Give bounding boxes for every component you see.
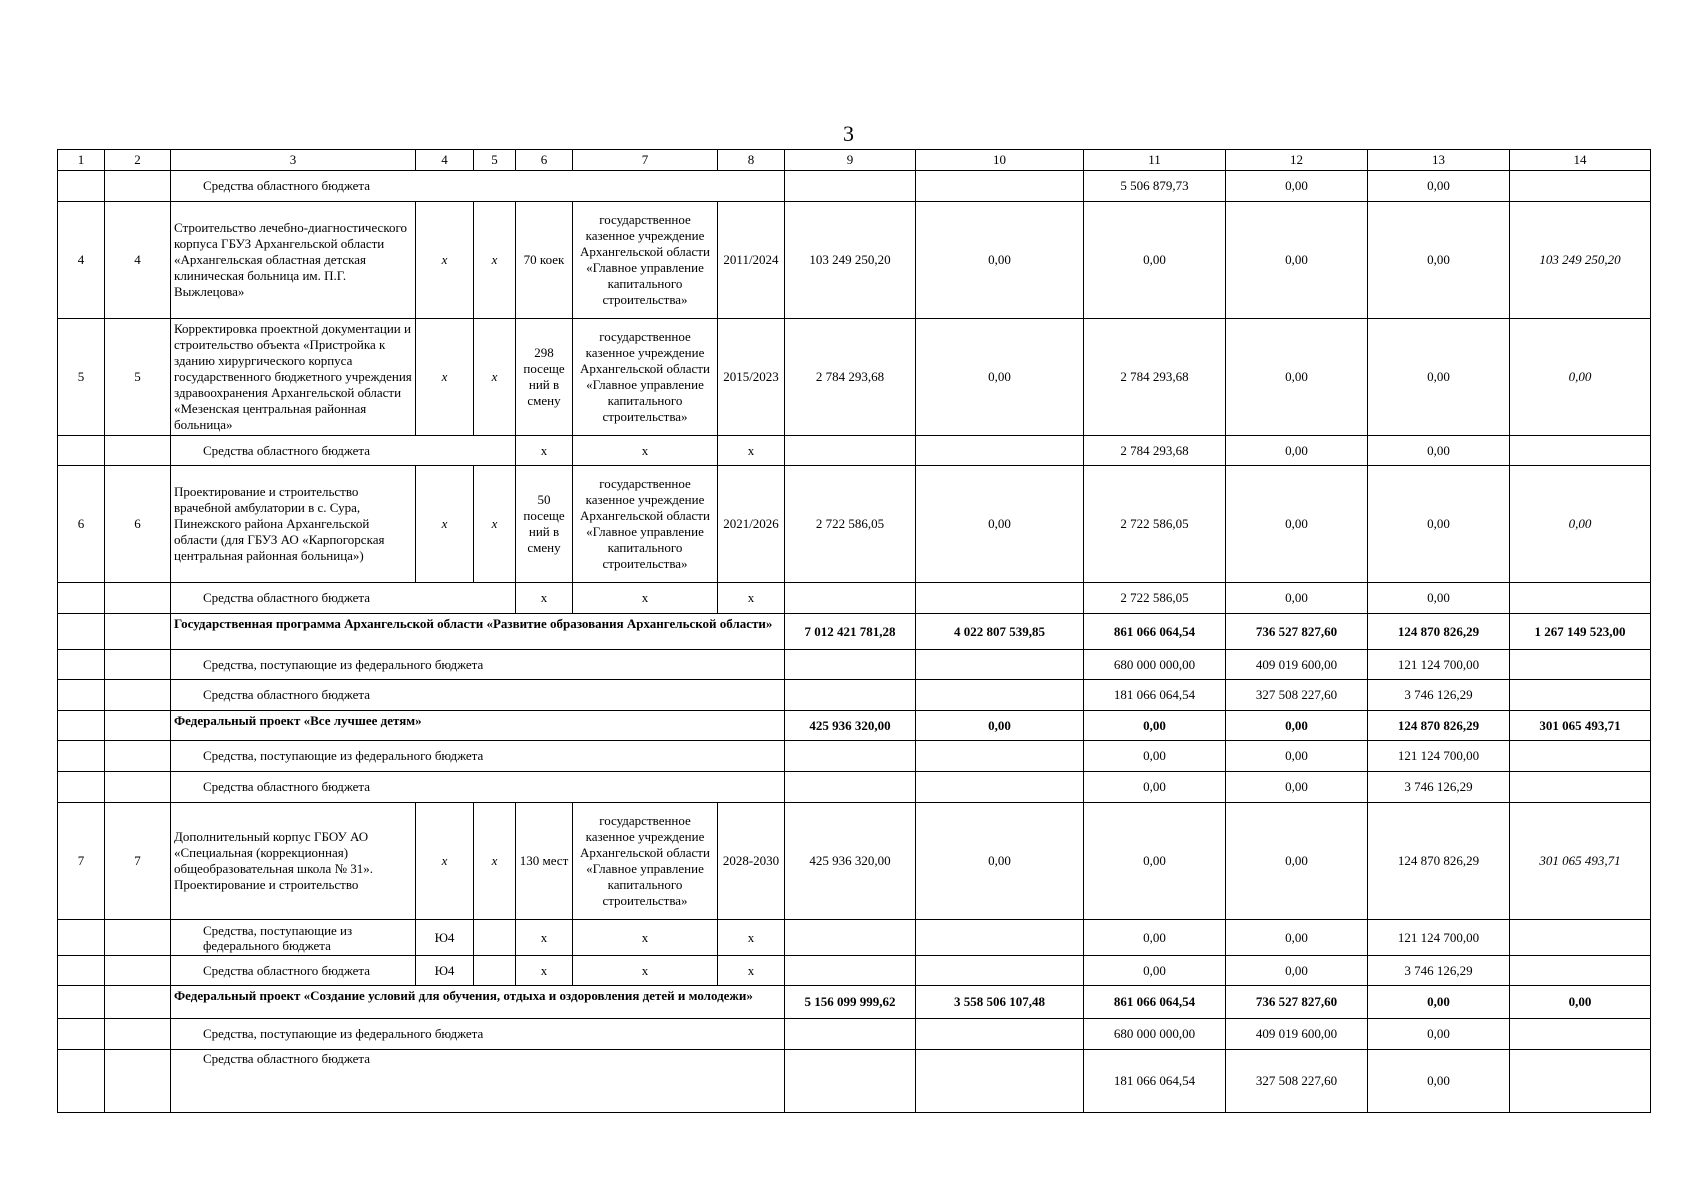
cell-13: 0,00 xyxy=(1368,986,1510,1019)
program-title: Государственная программа Архангельской области «Развитие образования Архангельской области» xyxy=(171,614,785,650)
object-name: Строительство лечебно-диагностического корпуса ГБУЗ Архангельской области «Архангельская областная детская клиническая больница им. П.Г. Выжлецова» xyxy=(171,202,416,319)
cell-12: 0,00 xyxy=(1226,583,1368,614)
cell-11: 680 000 000,00 xyxy=(1084,1019,1226,1050)
funding-source-label: Средства областного бюджета xyxy=(171,171,785,202)
table-row xyxy=(58,650,1651,680)
row-number: 5 xyxy=(105,319,171,436)
cell-11: 0,00 xyxy=(1084,202,1226,319)
header-cell: 13 xyxy=(1368,150,1510,171)
cell-9: 5 156 099 999,62 xyxy=(785,986,916,1019)
cell-6: x xyxy=(516,583,573,614)
capacity: 298 посеще ний в смену xyxy=(516,319,573,436)
cell-4: x xyxy=(416,202,474,319)
cell-12: 0,00 xyxy=(1226,772,1368,803)
cell-11: 0,00 xyxy=(1084,772,1226,803)
period: 2021/2026 xyxy=(718,466,785,583)
cell-12: 0,00 xyxy=(1226,436,1368,466)
cell-11: 0,00 xyxy=(1084,711,1226,741)
cell-9: 425 936 320,00 xyxy=(785,711,916,741)
table-row xyxy=(58,171,1651,202)
header-cell: 2 xyxy=(105,150,171,171)
table-row xyxy=(58,956,1651,986)
cell-4: Ю4 xyxy=(416,956,474,986)
cell-7: x xyxy=(573,920,718,956)
row-number: 5 xyxy=(58,319,105,436)
cell-11: 2 722 586,05 xyxy=(1084,583,1226,614)
table-row xyxy=(58,583,1651,614)
table-row xyxy=(58,711,1651,741)
header-cell: 8 xyxy=(718,150,785,171)
header-cell: 11 xyxy=(1084,150,1226,171)
cell-13: 0,00 xyxy=(1368,583,1510,614)
funding-source-label: Средства, поступающие из федерального бюджета xyxy=(171,1019,785,1050)
row-number: 6 xyxy=(58,466,105,583)
cell-11: 5 506 879,73 xyxy=(1084,171,1226,202)
customer: государственное казенное учреждение Архангельской области «Главное управление капитального строительства» xyxy=(573,319,718,436)
period: 2011/2024 xyxy=(718,202,785,319)
header-cell: 7 xyxy=(573,150,718,171)
header-cell: 1 xyxy=(58,150,105,171)
header-cell: 10 xyxy=(916,150,1084,171)
cell-12: 327 508 227,60 xyxy=(1226,1050,1368,1113)
cell-6: x xyxy=(516,436,573,466)
cell-10: 3 558 506 107,48 xyxy=(916,986,1084,1019)
table-row xyxy=(58,680,1651,711)
cell-11: 0,00 xyxy=(1084,920,1226,956)
cell-7: x xyxy=(573,583,718,614)
cell-8: x xyxy=(718,956,785,986)
table-row xyxy=(58,986,1651,1019)
cell-5: x xyxy=(474,466,516,583)
cell-11: 861 066 064,54 xyxy=(1084,986,1226,1019)
cell-14: 0,00 xyxy=(1510,986,1651,1019)
cell-12: 0,00 xyxy=(1226,956,1368,986)
funding-source-label: Средства областного бюджета xyxy=(171,436,516,466)
cell-7: x xyxy=(573,956,718,986)
cell-10: 0,00 xyxy=(916,466,1084,583)
cell-14: 301 065 493,71 xyxy=(1510,803,1651,920)
funding-source-label: Средства, поступающие из федерального бюджета xyxy=(171,650,785,680)
cell-9: 2 784 293,68 xyxy=(785,319,916,436)
cell-9: 7 012 421 781,28 xyxy=(785,614,916,650)
object-name: Корректировка проектной документации и строительство объекта «Пристройка к зданию хирургического корпуса государственного бюджетного учреждения здравоохранения Архангельской области «Мезенская центральная районная больница» xyxy=(171,319,416,436)
customer: государственное казенное учреждение Архангельской области «Главное управление капитального строительства» xyxy=(573,466,718,583)
cell-13: 3 746 126,29 xyxy=(1368,772,1510,803)
budget-table xyxy=(57,149,1651,1113)
cell-11: 0,00 xyxy=(1084,741,1226,772)
cell-7: x xyxy=(573,436,718,466)
cell-11: 0,00 xyxy=(1084,803,1226,920)
table-row xyxy=(58,1050,1651,1113)
cell-6: x xyxy=(516,956,573,986)
cell-9: 425 936 320,00 xyxy=(785,803,916,920)
cell-11: 2 722 586,05 xyxy=(1084,466,1226,583)
cell-11: 181 066 064,54 xyxy=(1084,1050,1226,1113)
header-row xyxy=(58,150,1651,171)
cell-11: 181 066 064,54 xyxy=(1084,680,1226,711)
cell-13: 3 746 126,29 xyxy=(1368,680,1510,711)
cell-11: 0,00 xyxy=(1084,956,1226,986)
cell-10: 0,00 xyxy=(916,803,1084,920)
table-row xyxy=(58,202,1651,319)
cell-13: 121 124 700,00 xyxy=(1368,650,1510,680)
cell-12: 409 019 600,00 xyxy=(1226,1019,1368,1050)
customer: государственное казенное учреждение Архангельской области «Главное управление капитального строительства» xyxy=(573,202,718,319)
cell-11: 680 000 000,00 xyxy=(1084,650,1226,680)
cell-12: 0,00 xyxy=(1226,741,1368,772)
table-row xyxy=(58,920,1651,956)
row-number: 7 xyxy=(105,803,171,920)
cell-4: x xyxy=(416,803,474,920)
header-cell: 14 xyxy=(1510,150,1651,171)
cell-12: 0,00 xyxy=(1226,803,1368,920)
cell-11: 2 784 293,68 xyxy=(1084,436,1226,466)
cell-13: 121 124 700,00 xyxy=(1368,920,1510,956)
funding-source-label: Средства областного бюджета xyxy=(171,956,416,986)
funding-source-label: Средства областного бюджета xyxy=(171,1050,785,1113)
cell-12: 409 019 600,00 xyxy=(1226,650,1368,680)
cell-10: 0,00 xyxy=(916,319,1084,436)
table-row xyxy=(58,614,1651,650)
cell-11: 861 066 064,54 xyxy=(1084,614,1226,650)
cell-13: 124 870 826,29 xyxy=(1368,614,1510,650)
cell-8: x xyxy=(718,920,785,956)
cell-12: 0,00 xyxy=(1226,920,1368,956)
period: 2015/2023 xyxy=(718,319,785,436)
cell-14: 103 249 250,20 xyxy=(1510,202,1651,319)
cell-12: 736 527 827,60 xyxy=(1226,986,1368,1019)
cell-14: 0,00 xyxy=(1510,466,1651,583)
cell-12: 327 508 227,60 xyxy=(1226,680,1368,711)
cell-6: x xyxy=(516,920,573,956)
object-name: Дополнительный корпус ГБОУ АО «Специальная (коррекционная) общеобразовательная школа № 31». Проектирование и строительство xyxy=(171,803,416,920)
funding-source-label: Средства областного бюджета xyxy=(171,583,516,614)
cell-13: 0,00 xyxy=(1368,436,1510,466)
cell-8: x xyxy=(718,583,785,614)
header-cell: 4 xyxy=(416,150,474,171)
capacity: 70 коек xyxy=(516,202,573,319)
cell-9: 2 722 586,05 xyxy=(785,466,916,583)
cell-4: x xyxy=(416,319,474,436)
cell-13: 0,00 xyxy=(1368,171,1510,202)
project-title: Федеральный проект «Создание условий для обучения, отдыха и оздоровления детей и молодежи» xyxy=(171,986,785,1019)
header-cell: 9 xyxy=(785,150,916,171)
header-cell: 12 xyxy=(1226,150,1368,171)
table-row xyxy=(58,319,1651,436)
cell-13: 0,00 xyxy=(1368,1019,1510,1050)
cell-13: 0,00 xyxy=(1368,202,1510,319)
cell-14: 301 065 493,71 xyxy=(1510,711,1651,741)
table-row xyxy=(58,803,1651,920)
table-row xyxy=(58,1019,1651,1050)
capacity: 50 посеще ний в смену xyxy=(516,466,573,583)
table-row xyxy=(58,772,1651,803)
funding-source-label: Средства областного бюджета xyxy=(171,772,785,803)
cell-12: 0,00 xyxy=(1226,711,1368,741)
cell-12: 0,00 xyxy=(1226,202,1368,319)
cell-5: x xyxy=(474,803,516,920)
table-row xyxy=(58,741,1651,772)
cell-10: 0,00 xyxy=(916,711,1084,741)
cell-14: 0,00 xyxy=(1510,319,1651,436)
cell-4: Ю4 xyxy=(416,920,474,956)
funding-source-label: Средства, поступающие из федерального бюджета xyxy=(171,741,785,772)
row-number: 4 xyxy=(105,202,171,319)
cell-12: 736 527 827,60 xyxy=(1226,614,1368,650)
cell-13: 0,00 xyxy=(1368,1050,1510,1113)
row-number: 7 xyxy=(58,803,105,920)
cell-10: 4 022 807 539,85 xyxy=(916,614,1084,650)
cell-13: 121 124 700,00 xyxy=(1368,741,1510,772)
cell-14: 1 267 149 523,00 xyxy=(1510,614,1651,650)
table-row xyxy=(58,466,1651,583)
cell-5: x xyxy=(474,202,516,319)
cell-12: 0,00 xyxy=(1226,319,1368,436)
customer: государственное казенное учреждение Архангельской области «Главное управление капитального строительства» xyxy=(573,803,718,920)
funding-source-label: Средства, поступающие из федерального бюджета xyxy=(171,920,416,956)
funding-source-label: Средства областного бюджета xyxy=(171,680,785,711)
cell-13: 0,00 xyxy=(1368,319,1510,436)
cell-5: x xyxy=(474,319,516,436)
header-cell: 6 xyxy=(516,150,573,171)
row-number: 4 xyxy=(58,202,105,319)
cell-12: 0,00 xyxy=(1226,171,1368,202)
cell-10: 0,00 xyxy=(916,202,1084,319)
cell-13: 124 870 826,29 xyxy=(1368,711,1510,741)
object-name: Проектирование и строительство врачебной амбулатории в с. Сура, Пинежского района Архангельской области (для ГБУЗ АО «Карпогорская центральная районная больница») xyxy=(171,466,416,583)
row-number: 6 xyxy=(105,466,171,583)
page-number: 3 xyxy=(843,121,854,146)
cell-11: 2 784 293,68 xyxy=(1084,319,1226,436)
cell-4: x xyxy=(416,466,474,583)
project-title: Федеральный проект «Все лучшее детям» xyxy=(171,711,785,741)
cell-13: 0,00 xyxy=(1368,466,1510,583)
header-cell: 3 xyxy=(171,150,416,171)
period: 2028-2030 xyxy=(718,803,785,920)
cell-12: 0,00 xyxy=(1226,466,1368,583)
table-row xyxy=(58,436,1651,466)
capacity: 130 мест xyxy=(516,803,573,920)
cell-13: 124 870 826,29 xyxy=(1368,803,1510,920)
cell-9: 103 249 250,20 xyxy=(785,202,916,319)
cell-8: x xyxy=(718,436,785,466)
cell-13: 3 746 126,29 xyxy=(1368,956,1510,986)
header-cell: 5 xyxy=(474,150,516,171)
